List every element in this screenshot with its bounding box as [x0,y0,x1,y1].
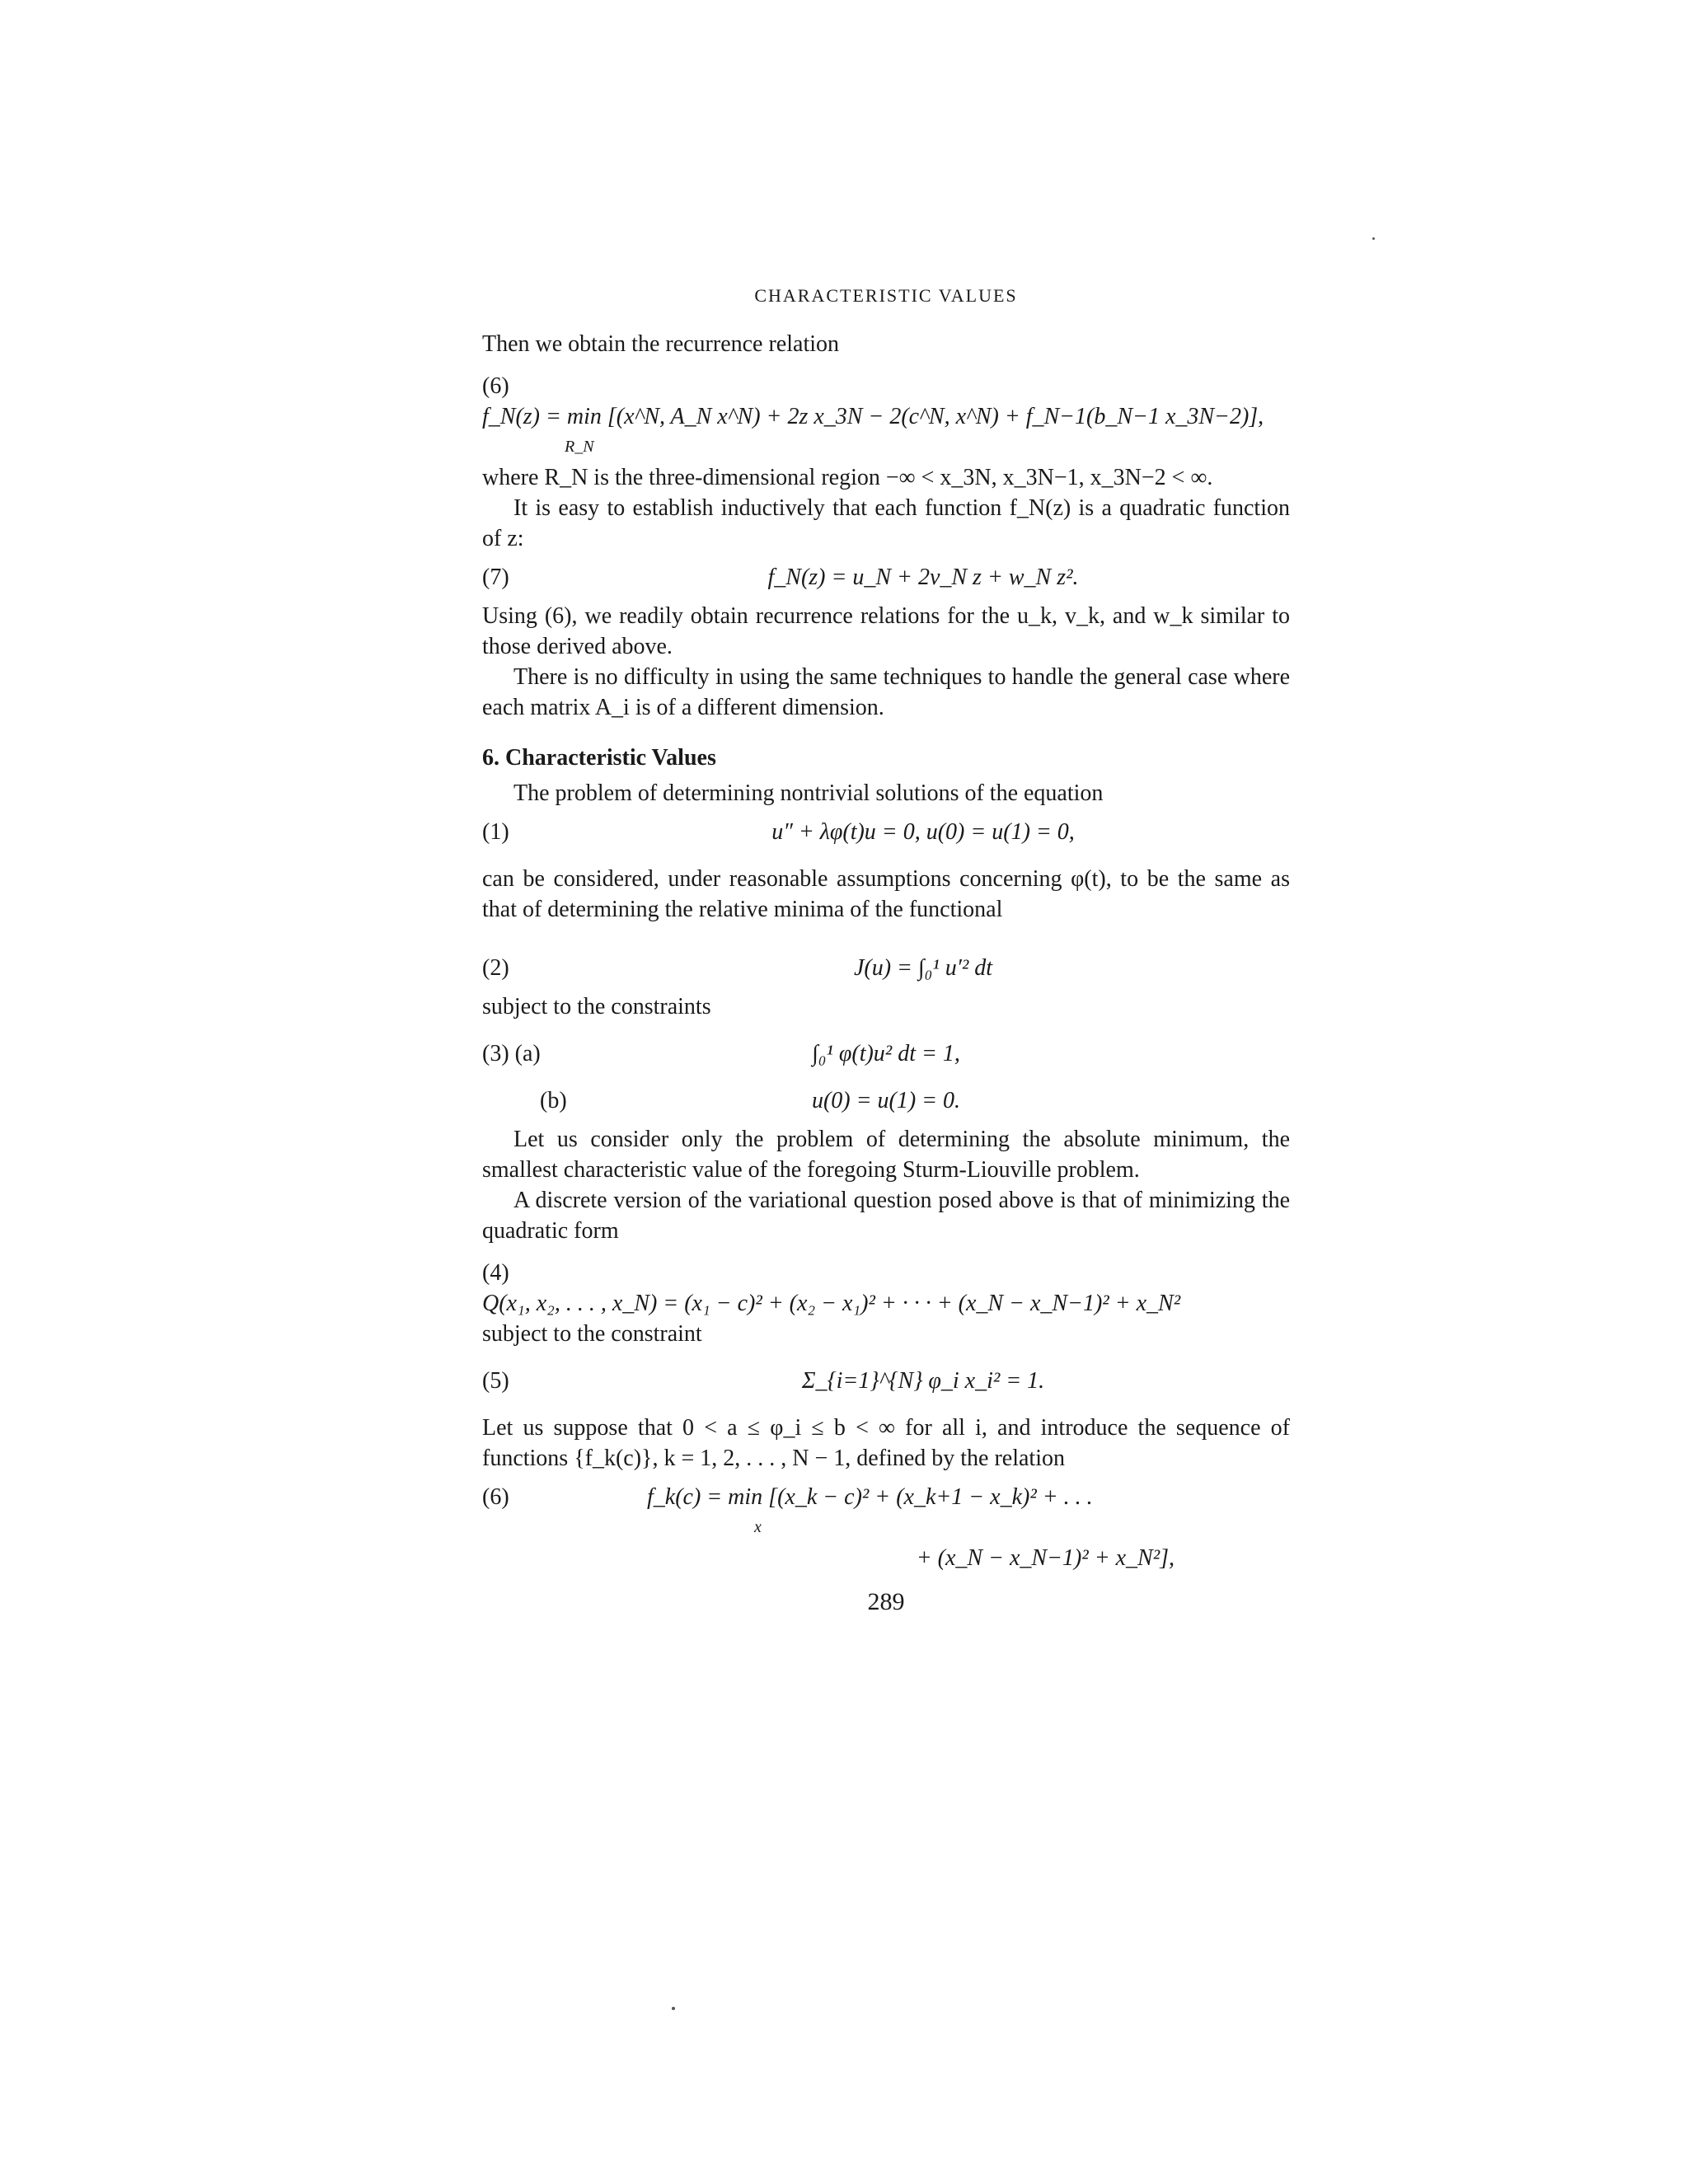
scan-speck [1372,237,1375,240]
section-title: 6. Characteristic Values [482,745,716,771]
paragraph-inductive: It is easy to establish inductively that each function f_N(z) is a quadratic function of z: [482,495,1290,551]
paragraph-problem: The problem of determining nontrivial solutions of the equation [513,780,1104,806]
equation-2 [482,953,1290,983]
equation-7 [482,562,1290,593]
equation-6b-continued [482,1543,1290,1573]
equation-4 [482,1288,1290,1319]
equation-6b [482,1482,1290,1512]
paragraph-let-us-consider: Let us consider only the problem of determining the absolute minimum, the smallest characteristic value of the foregoing Sturm-Liouville problem. [482,1127,1290,1183]
equation-number-3a: (3) (a) [482,1041,541,1066]
equation-number-5: (5) [482,1368,509,1394]
equation-1-text: u″ + λφ(t)u = 0, u(0) = u(1) = 0, [771,819,1075,845]
equation-3b [482,1085,1290,1116]
equation-number-1: (1) [482,819,509,845]
equation-number-4: (4) [482,1260,509,1286]
equation-1 [482,817,1290,847]
equation-6-text: f_N(z) = min [(x^N, A_N x^N) + 2z x_3N − 2(c^N, x^N) + f_N−1(b_N−1 x_3N−2)], [482,404,1264,429]
scan-speck [672,2007,675,2010]
paragraph-subject-constraints: subject to the constraints [482,994,711,1019]
equation-6b-line2: + (x_N − x_N−1)² + x_N²], [916,1545,1175,1571]
equation-number-6b: (6) [482,1484,509,1510]
equation-6b-subscript: x [754,1518,762,1536]
paragraph-considered: can be considered, under reasonable assumptions concerning φ(t), to be the same as that of determining the relative minima of the functional [482,866,1290,922]
book-page [482,280,1290,1617]
equation-7-text: f_N(z) = u_N + 2v_N z + w_N z². [767,565,1079,590]
equation-6-subscript: R_N [565,438,594,456]
paragraph-intro: Then we obtain the recurrence relation [482,331,840,357]
equation-5-text: Σ_{i=1}^{N} φ_i x_i² = 1. [801,1368,1045,1394]
equation-5 [482,1366,1290,1396]
equation-4-text: Q(x₁, x₂, . . . , x_N) = (x₁ − c)² + (x₂ − x₁)² + · · · + (x_N − x_N−1)² + x_N² [482,1291,1181,1316]
paragraph-where-rn: where R_N is the three-dimensional region −∞ < x_3N, x_3N−1, x_3N−2 < ∞. [482,465,1213,490]
running-header: CHARACTERISTIC VALUES [754,285,1018,306]
equation-number-2: (2) [482,955,509,981]
paragraph-using-6: Using (6), we readily obtain recurrence relations for the u_k, v_k, and w_k similar to those derived above. [482,603,1290,659]
paragraph-discrete: A discrete version of the variational question posed above is that of minimizing the quadratic form [482,1188,1290,1244]
paragraph-subject-constraint: subject to the constraint [482,1321,702,1347]
equation-3a-text: ∫₀¹ φ(t)u² dt = 1, [812,1041,960,1066]
equation-2-text: J(u) = ∫₀¹ u′² dt [853,955,993,981]
equation-number-7: (7) [482,565,509,590]
page-number: 289 [867,1588,905,1615]
paragraph-no-difficulty: There is no difficulty in using the same techniques to handle the general case where each matrix A_i is of a different dimension. [482,664,1290,720]
equation-6 [482,401,1290,432]
equation-3b-text: u(0) = u(1) = 0. [811,1088,961,1113]
equation-6b-line1: f_k(c) = min [(x_k − c)² + (x_k+1 − x_k)² + . . . [647,1484,1093,1510]
equation-number-6: (6) [482,373,509,399]
equation-number-3b: (b) [540,1088,567,1113]
equation-3a [482,1038,1290,1069]
paragraph-suppose: Let us suppose that 0 < a ≤ φ_i ≤ b < ∞ for all i, and introduce the sequence of functions {f_k(c)}, k = 1, 2, . . . , N − 1, defined by the relation [482,1415,1290,1471]
